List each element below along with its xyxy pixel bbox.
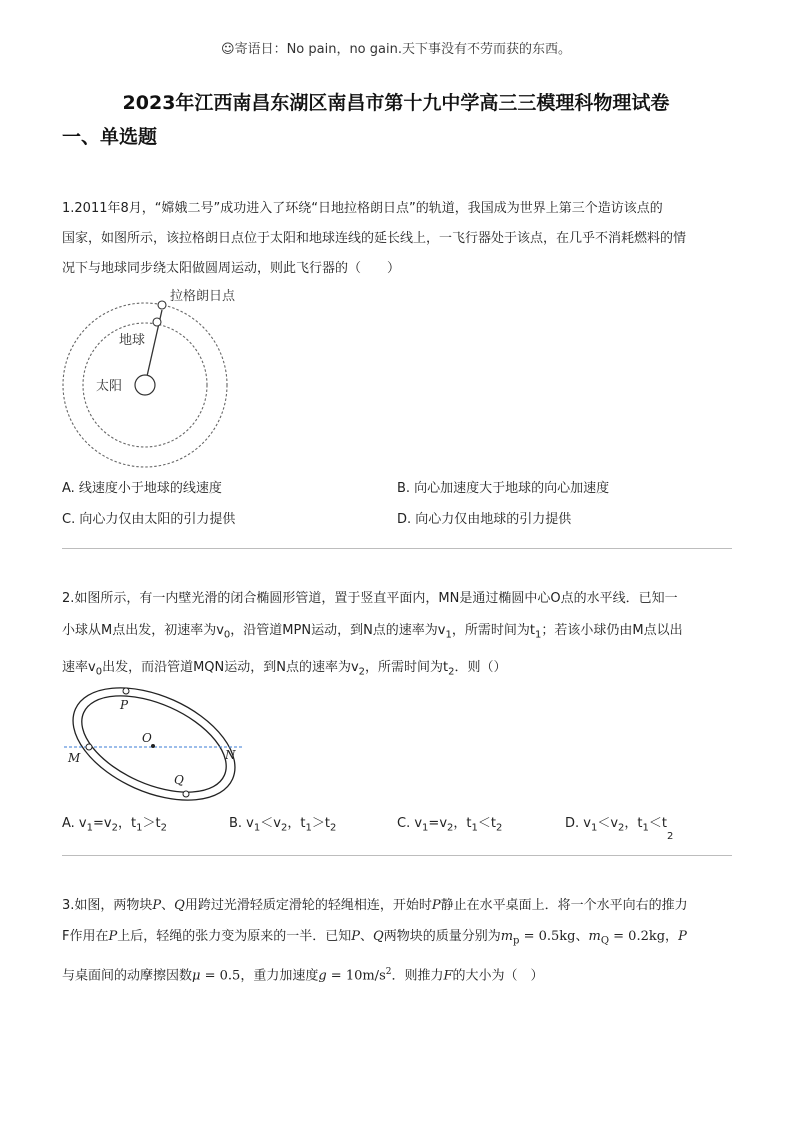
section-heading: 一、单选题 <box>62 126 158 148</box>
lagrange-point-circle <box>158 301 166 309</box>
label-lagrange: 拉格朗日点 <box>170 289 236 304</box>
q2-option-b[interactable]: B. $v_1<v_2$，$t_1>t_2$ <box>229 816 337 834</box>
page-title: 2023年江西南昌东湖区南昌市第十九中学高三三模理科物理试卷 <box>122 92 670 114</box>
question-1-line-3: 况下与地球同步绕太阳做圆周运动，则此飞行器的（ ） <box>62 261 401 276</box>
point-m <box>86 744 92 750</box>
question-3-line-3: 与桌面间的动摩擦因数μ = 0.5，重力加速度$g = 10m/s^2$．则推力F的大小为（ ） <box>62 966 544 983</box>
question-3-line-2: F作用在P上后，轻绳的张力变为原来的一半．已知P、Q两物块的质量分别为$m_p = 0.5kg$、$m_Q = 0.2kg$，P <box>62 929 687 947</box>
q1-option-d[interactable]: D. 向心力仅由地球的引力提供 <box>397 512 572 527</box>
label-m: M <box>68 751 81 765</box>
lagrange-orbit-diagram <box>62 282 272 472</box>
label-n: N <box>225 748 236 762</box>
question-1-line-2: 国家，如图所示，该拉格朗日点位于太阳和地球连线的延长线上，一飞行器处于该点，在几乎不消耗燃料的情 <box>62 231 687 246</box>
motto-header: ☺寄语日：No pain，no gain.天下事没有不劳而获的东西。 <box>221 42 571 57</box>
earth-circle <box>153 318 161 326</box>
divider <box>62 548 732 549</box>
q2-option-d[interactable]: D. $v_1<v_2$，$t_1<t_2$ <box>565 816 674 842</box>
question-2-line-3: 速率$v_0$出发，而沿管道MQN运动，到N点的速率为$v_2$，所需时间为$t_2$．则（） <box>62 659 507 678</box>
question-2-line-2: 小球从M点出发，初速率为$v_0$，沿管道MPN运动，到N点的速率为$v_1$，所需时间为$t_1$；若该小球仍由M点以出 <box>62 623 683 641</box>
sun-circle <box>135 375 155 395</box>
question-2-stem <box>62 583 738 688</box>
q2-option-a[interactable]: A. $v_1=v_2$，$t_1>t_2$ <box>62 816 167 834</box>
label-p: P <box>120 698 129 712</box>
question-1-line-1: 1.2011年8月，“嫦娥二号”成功进入了环绕“日地拉格朗日点”的轨道，我国成为世界上第三个造访该点的 <box>62 201 663 216</box>
label-q: Q <box>174 773 184 787</box>
question-3-line-1: 3.如图，两物块P、Q用跨过光滑轻质定滑轮的轻绳相连，开始时P静止在水平桌面上．将一个水平向右的推力 <box>62 898 688 913</box>
q2-option-c[interactable]: C. $v_1=v_2$，$t_1<t_2$ <box>397 816 503 834</box>
question-1-stem <box>62 194 738 284</box>
q1-option-b[interactable]: B. 向心加速度大于地球的向心加速度 <box>397 481 610 496</box>
divider <box>62 855 732 856</box>
point-q <box>183 791 189 797</box>
q1-option-c[interactable]: C. 向心力仅由太阳的引力提供 <box>62 512 236 527</box>
label-o: O <box>142 731 152 745</box>
question-3-stem <box>62 890 738 991</box>
question-2-line-1: 2.如图所示，有一内壁光滑的闭合椭圆形管道，置于竖直平面内，MN是通过椭圆中心O点的水平线．已知一 <box>62 591 678 606</box>
point-p <box>123 688 129 694</box>
ellipse-tube-diagram <box>62 682 252 807</box>
label-sun: 太阳 <box>96 379 123 394</box>
label-earth: 地球 <box>119 333 146 348</box>
q1-option-a[interactable]: A. 线速度小于地球的线速度 <box>62 481 222 496</box>
